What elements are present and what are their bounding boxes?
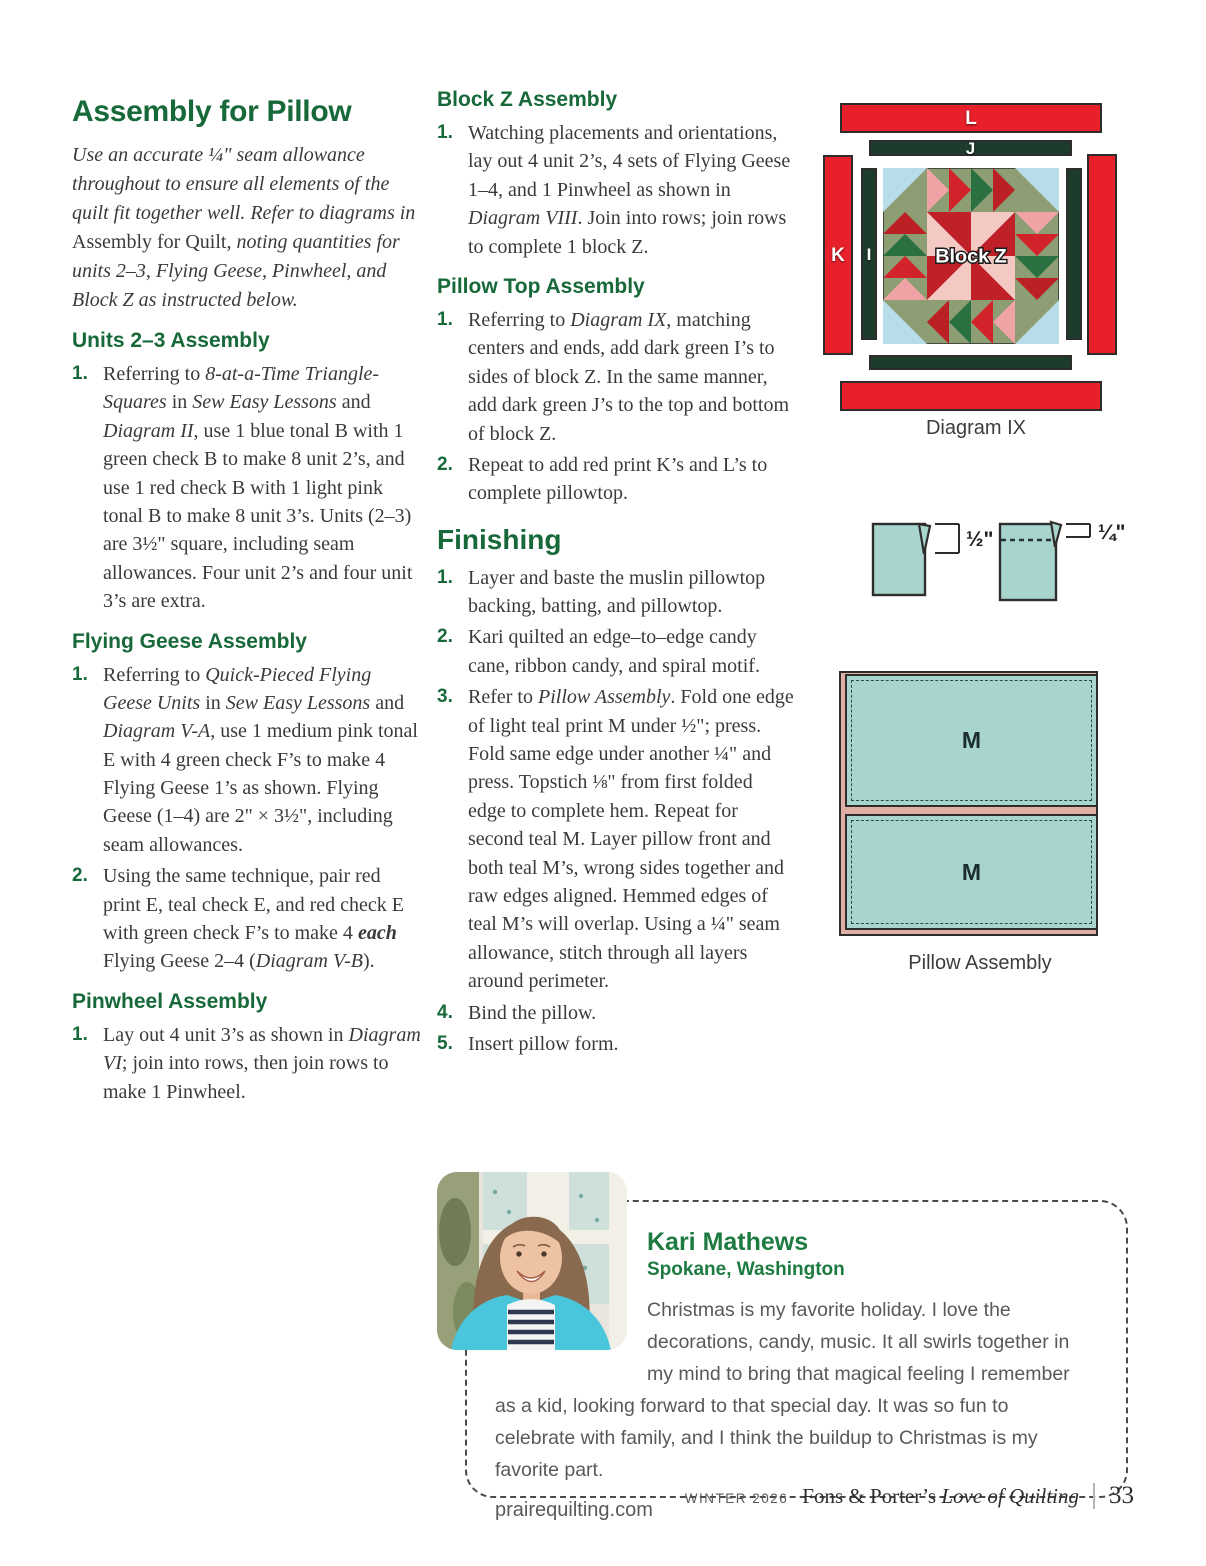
footer-season: WINTER 2026	[684, 1491, 789, 1506]
step-number: 2.	[437, 626, 453, 648]
hem-fold-figures	[848, 495, 1178, 615]
step	[437, 564, 795, 621]
step	[72, 862, 422, 976]
section-heading-pinwheel: Pinwheel Assembly	[72, 989, 268, 1013]
author-location: Spokane, Washington	[647, 1258, 845, 1280]
step-text: Watching placements and orientations, lay out 4 unit 2’s, 4 sets of Flying Geese 1–4, and 1 Pinwheel as shown in Diagram VIII. Join into rows; join rows to complete 1 block Z.	[468, 122, 791, 258]
quarter-inch-label: ¼"	[1098, 521, 1126, 544]
step-text: Using the same technique, pair red print E, teal check E, and red check E with green check F’s to make 4 each Flying Geese 2–4 (Diagram V-B).	[103, 865, 404, 973]
step-number: 1.	[437, 122, 453, 143]
step-text: Referring to Diagram IX, matching centers and ends, add dark green I’s to sides of block Z. In the same manner, add dark green J’s to the top and bottom of block Z.	[468, 308, 790, 445]
middle-column	[437, 88, 795, 1061]
measure-bracket	[935, 524, 959, 553]
half-inch-fold-figure	[873, 524, 993, 595]
border-strip-L	[840, 103, 1102, 133]
publication-name-italic: Love of Quilting	[941, 1484, 1079, 1508]
pillow-assembly-caption: Pillow Assembly	[908, 952, 1052, 974]
strip-label-K: K	[831, 244, 845, 266]
step-text: Kari quilted an edge–to–edge candy cane, ribbon candy, and spiral motif.	[468, 626, 760, 677]
step-number: 1.	[72, 363, 88, 384]
page-footer	[685, 1482, 1134, 1510]
step	[72, 661, 422, 860]
block-z-label: Block Z	[935, 245, 1007, 268]
page-number: 33	[1109, 1482, 1134, 1509]
step-text: Referring to Quick-Pieced Flying Geese Units in Sew Easy Lessons and Diagram V-A, use 1 medium pink tonal E with 4 green check F’s to make 4 Flying Geese 1’s as shown. Flying Geese (1–4) are 2" × 3½", including seam allowances.	[103, 663, 418, 856]
border-strip-I-left	[861, 168, 877, 340]
border-strip-I-right	[1066, 168, 1082, 340]
step-text: Bind the pillow.	[468, 1001, 597, 1024]
quarter-inch-fold-figure	[1000, 521, 1125, 600]
step-text: Repeat to add red print K’s and L’s to complete pillowtop.	[468, 453, 768, 505]
step	[437, 999, 795, 1027]
step-number: 1.	[72, 1023, 88, 1045]
step-text: Layer and baste the muslin pillowtop backing, batting, and pillowtop.	[468, 566, 766, 618]
border-strip-L-bottom	[840, 381, 1102, 411]
step	[437, 1030, 795, 1058]
author-website: prairequilting.com	[495, 1498, 653, 1521]
section-heading-block-z: Block Z Assembly	[437, 88, 618, 111]
border-strip-K-right	[1087, 154, 1117, 355]
diagram-ix-caption: Diagram IX	[925, 417, 1027, 439]
author-name: Kari Mathews	[647, 1228, 809, 1256]
step-number: 1.	[72, 663, 88, 685]
step-number: 3.	[437, 686, 453, 708]
page-title: Assembly for Pillow	[72, 95, 352, 128]
step	[72, 360, 422, 616]
step-number: 4.	[437, 1001, 453, 1023]
step-text: Lay out 4 unit 3’s as shown in Diagram VI; join into rows, then join rows to make 1 Pinwheel.	[103, 1023, 421, 1103]
panel-label-M: M	[961, 727, 982, 753]
footer-publication	[802, 1484, 1079, 1509]
border-strip-J-bottom	[869, 355, 1072, 370]
step	[437, 683, 795, 995]
step-text: Refer to Pillow Assembly. Fold one edge of light teal print M under ½"; press. Fold same edge under another ¼" and press. Topstich ⅛" from first folded edge to complete hem. Repeat for second teal M. Layer pillow front and both teal M’s, wrong sides together and raw edges aligned. Hemmed edges of teal M’s will overlap. Using a ¼" seam allowance, stitch through all layers around perimeter.	[468, 686, 794, 993]
publication-name: Fons & Porter’s	[802, 1484, 937, 1508]
strip-label-L: L	[965, 107, 977, 129]
intro-paragraph: Use an accurate ¼" seam allowance throughout to ensure all elements of the quilt fit together well. Refer to diagrams in Assembly for Quilt, noting quantities for units 2–3, Flying Geese, Pinwheel, and Block Z as instructed below.	[72, 144, 416, 311]
step	[437, 623, 795, 680]
step	[72, 1021, 422, 1106]
right-eye	[541, 1251, 546, 1256]
pillow-panel-top	[845, 674, 1098, 807]
strip-label-I: I	[866, 244, 872, 264]
section-heading-pillow-top: Pillow Top Assembly	[437, 274, 645, 298]
author-bio-text: Christmas is my favorite holiday. I love the decorations, candy, music. It all swirls together in my mind to bring that magical feeling I remember as a kid, looking forward to that special day. It was so fun to celebrate with family, and I think the buildup to Christmas is my favorite part.	[495, 1298, 1070, 1481]
step-text: Insert pillow form.	[468, 1032, 619, 1055]
step	[437, 119, 795, 261]
step-number: 2.	[437, 453, 453, 475]
pillow-assembly-figure	[835, 662, 1125, 980]
left-column	[72, 95, 422, 1109]
step-number: 2.	[72, 865, 88, 887]
section-heading-finishing: Finishing	[437, 523, 562, 555]
diagram-ix-figure	[820, 95, 1132, 447]
border-strip-J-top	[869, 140, 1072, 156]
half-inch-label: ½"	[966, 528, 994, 551]
step-number: 1.	[437, 566, 453, 588]
step	[437, 451, 795, 508]
border-strip-K-left	[823, 155, 853, 355]
step-number: 1.	[437, 308, 453, 330]
measure-bracket	[1066, 524, 1090, 537]
block-z-illustration	[883, 168, 1059, 344]
step	[437, 306, 795, 448]
section-heading-flying-geese: Flying Geese Assembly	[72, 629, 307, 653]
section-heading-units: Units 2–3 Assembly	[72, 329, 270, 352]
step-number: 5.	[437, 1032, 453, 1054]
left-eye	[516, 1251, 521, 1256]
footer-divider	[1093, 1483, 1095, 1509]
pillow-panel-bottom	[845, 814, 1098, 930]
panel-label-M: M	[961, 858, 982, 885]
strip-label-J: J	[965, 138, 976, 158]
step-text: Referring to 8-at-a-Time Triangle-Squares in Sew Easy Lessons and Diagram II, use 1 blue tonal B with 1 green check B to make 8 unit 2’s, and use 1 red check B with 1 light pink tonal B to make 8 unit 3’s. Units (2–3) are 3½" square, including seam allowances. Four unit 2’s and four unit 3’s are extra.	[103, 363, 413, 613]
author-photo	[437, 1172, 627, 1350]
